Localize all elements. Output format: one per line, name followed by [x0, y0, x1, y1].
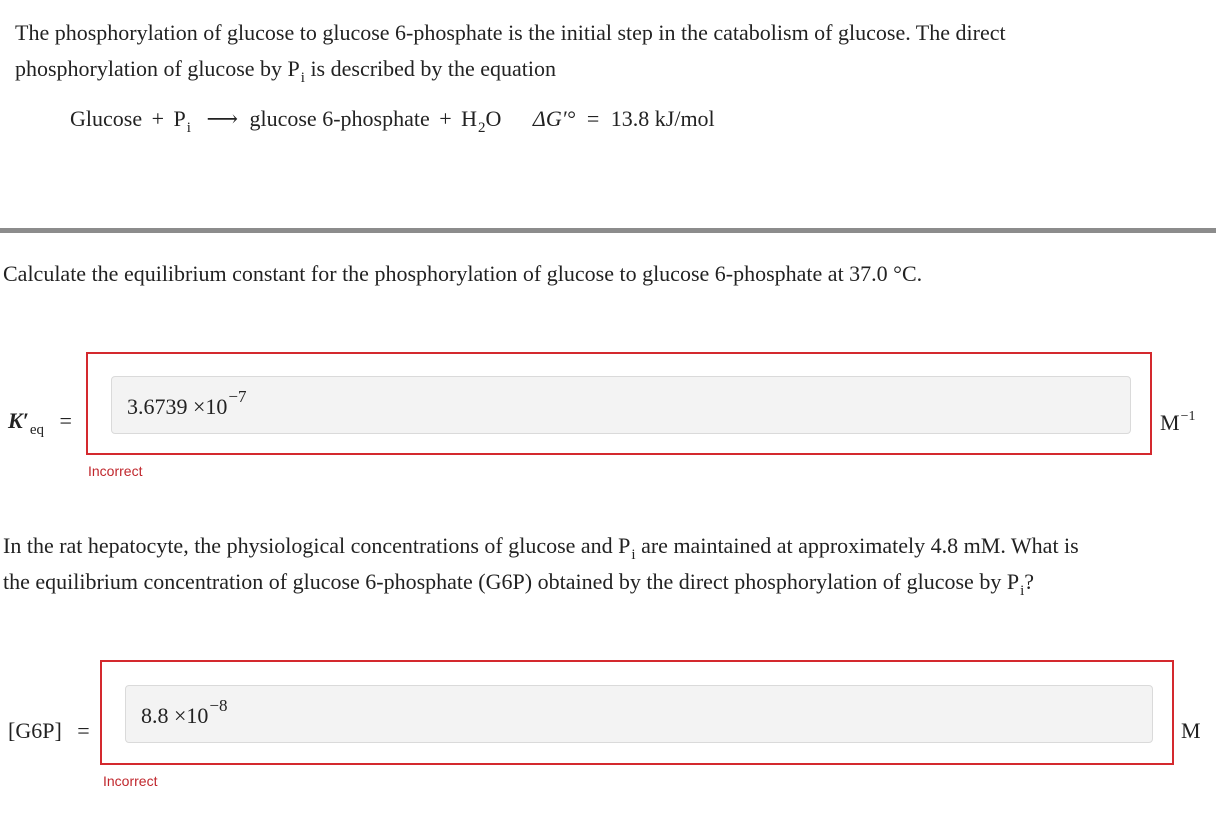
- question-2-text-line-2: the equilibrium concentration of glucose 6-phosphate (G6P) obtained by the direct phosphorylation of glucose by $P_i$?: [3, 569, 1034, 599]
- g6p-label: [G6P] =: [8, 718, 90, 743]
- intro-line-1: The phosphorylation of glucose to glucose 6-phosphate is the initial step in the catabolism of glucose. The direct: [15, 20, 1006, 45]
- answer-2-status: Incorrect: [103, 773, 158, 789]
- reactant-glucose: Glucose: [70, 106, 143, 131]
- question-2-text-line-1: In the rat hepatocyte, the physiological concentrations of glucose and $P_i$ are maintained at approximately 4.8 mM. What is: [3, 533, 1079, 563]
- reaction-arrow-icon: ⟶: [206, 106, 238, 131]
- answer-1-status: Incorrect: [88, 463, 143, 479]
- question-1-text: Calculate the equilibrium constant for the phosphorylation of glucose to glucose 6-phosphate at 37.0 °C.: [3, 261, 923, 286]
- g6p-unit: M: [1181, 718, 1201, 743]
- intro-line-2: phosphorylation of glucose by $P_i$ is described by the equation: [15, 56, 557, 86]
- product-water: $H_2O$: [461, 106, 502, 136]
- keq-unit: $M^{-1}$: [1160, 409, 1196, 435]
- delta-g-value: 13.8 kJ/mol: [610, 106, 715, 131]
- keq-answer-input[interactable]: [111, 376, 1131, 434]
- reactant-phosphate: $P_i$: [173, 106, 191, 136]
- g6p-answer-value: $8.8 \times 10^{-8}$: [141, 696, 228, 728]
- reaction-equation: $Glucose + P_i$ ⟶ glucose 6-phosphate + $H_2O$ ΔG′° = 13.8 kJ/mol: [70, 106, 715, 136]
- answer-1-frame: [86, 352, 1152, 455]
- g6p-answer-input[interactable]: [125, 685, 1153, 743]
- product-g6p: glucose 6-phosphate: [249, 106, 430, 131]
- delta-g-symbol: ΔG′°: [532, 106, 576, 131]
- section-divider: [0, 228, 1216, 233]
- keq-answer-value: $3.6739 \times 10^{-7}$: [127, 387, 247, 419]
- keq-label: $K'_{eq}$ =: [8, 408, 72, 438]
- answer-2-frame: [100, 660, 1174, 765]
